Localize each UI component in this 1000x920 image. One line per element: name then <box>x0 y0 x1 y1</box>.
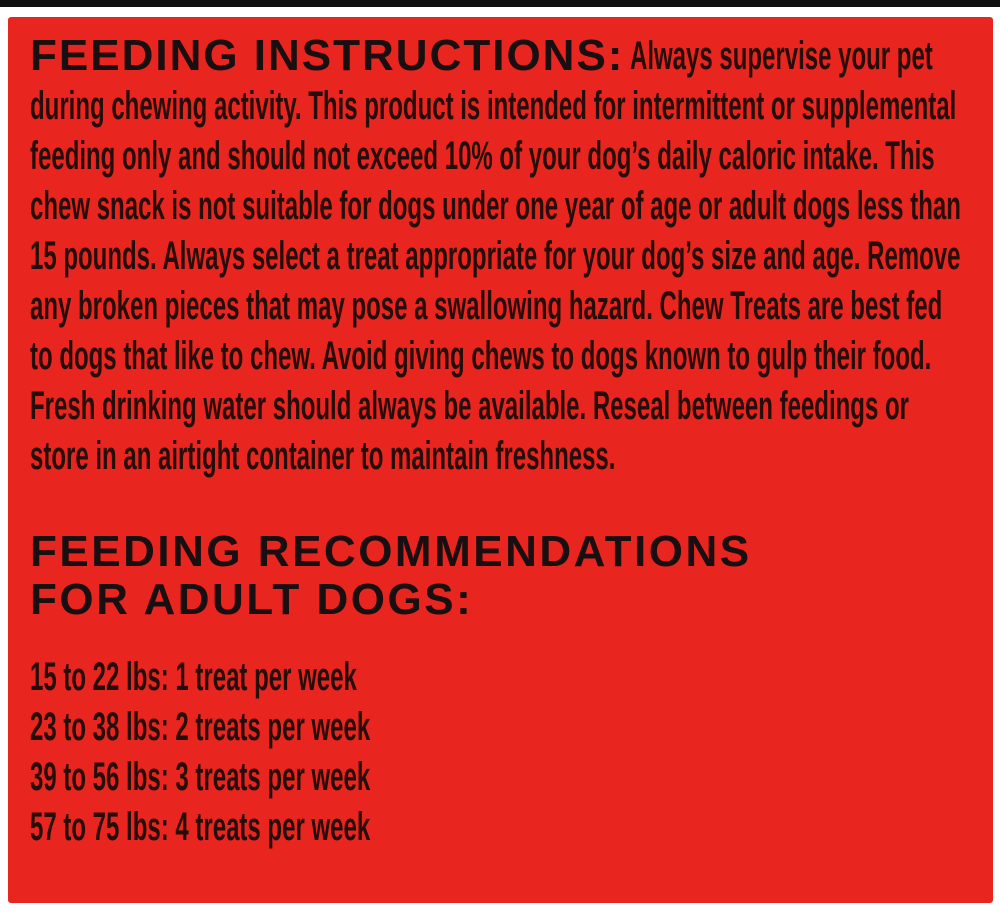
recommendations-heading-line2: FOR ADULT DOGS: <box>30 575 474 624</box>
feeding-label-panel <box>8 17 993 903</box>
feeding-recommendations-heading <box>30 528 973 624</box>
photo-top-edge-bar <box>0 0 1000 7</box>
feeding-instructions-text: Always supervise your pet during chewing activity. This product is intended for intermittent or supplemental feeding only and should not exceed 10% of your dog’s daily caloric intake. This chew snack is not suitable for dogs under one year of age or adult dogs less than 15 pounds. Always select a treat appropriate for your dog’s size and age. Remove any broken pieces that may pose a swallowing hazard. Chew Treats are best fed to dogs that like to chew. Avoid giving chews to dogs known to gulp their food. Fresh drinking water should always be available. Reseal between feedings or store in an airtight container to maintain freshness. <box>30 34 961 478</box>
recommendation-row: 57 to 75 lbs: 4 treats per week <box>30 805 371 849</box>
recommendation-row: 39 to 56 lbs: 3 treats per week <box>30 755 371 799</box>
feeding-instructions-heading: FEEDING INSTRUCTIONS: <box>30 31 625 80</box>
recommendation-row: 23 to 38 lbs: 2 treats per week <box>30 705 371 749</box>
feeding-recommendations-list <box>30 652 993 852</box>
recommendations-heading-line1: FEEDING RECOMMENDATIONS <box>30 527 752 576</box>
recommendation-row: 15 to 22 lbs: 1 treat per week <box>30 655 357 699</box>
feeding-instructions-section <box>30 31 973 481</box>
